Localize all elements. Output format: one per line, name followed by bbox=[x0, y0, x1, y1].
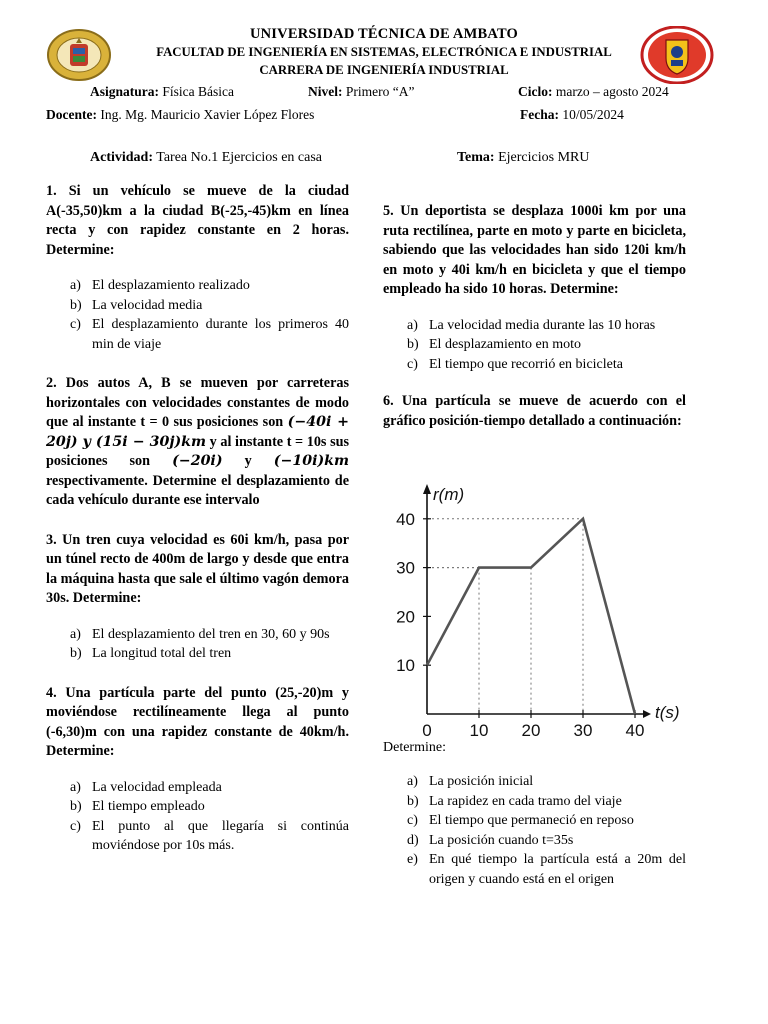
actividad-value: Tarea No.1 Ejercicios en casa bbox=[156, 150, 323, 165]
list-item: a) La velocidad media durante las 10 horas bbox=[407, 317, 656, 333]
positions-t0: (−40i + 20j) y (15i − 30j)km bbox=[46, 414, 350, 450]
right-column-continued bbox=[383, 740, 686, 889]
question-3: 3. Un tren cuya velocidad es 60i km/h, pasa por un túnel recto de 400m de largo y desde que entra la máquina hasta que sale el último vagón demora 30s. Determine: bbox=[46, 531, 349, 606]
list-item: c) El tiempo que recorrió en bicicleta bbox=[407, 356, 623, 372]
list-item: b) La velocidad media bbox=[70, 297, 203, 313]
position-b-t10: (−10i)km bbox=[273, 453, 350, 469]
list-item: a) La posición inicial bbox=[407, 774, 534, 789]
list-item: b) El desplazamiento en moto bbox=[407, 337, 582, 352]
question-5-items bbox=[407, 316, 686, 375]
series-line bbox=[427, 519, 635, 714]
y-axis-arrow bbox=[423, 484, 431, 494]
question-1-items bbox=[70, 276, 349, 354]
question-1: 1. Si un vehículo se mueve de la ciudad A(-35,50)km a la ciudad B(-25,-45)km en línea recta y con rapidez constante en 2 horas. Determine: bbox=[46, 183, 349, 258]
nivel-value: Primero “A” bbox=[345, 84, 415, 99]
left-column bbox=[46, 182, 349, 856]
ciclo-label: Ciclo: bbox=[518, 84, 553, 99]
position-a-t10: (−20i) bbox=[172, 453, 223, 469]
list-item: a) El desplazamiento realizado bbox=[70, 278, 250, 293]
asignatura-field bbox=[90, 84, 234, 100]
determine-label: Determine: bbox=[383, 740, 446, 755]
list-item: d) La posición cuando t=35s bbox=[407, 832, 574, 848]
position-time-chart bbox=[383, 476, 693, 746]
x-tick-label: 20 bbox=[521, 721, 541, 740]
list-item: e) En qué tiempo la partícula está a 20m del origen y cuando está en el origen bbox=[407, 852, 686, 887]
docente-field bbox=[46, 107, 314, 123]
y-tick-label: 40 bbox=[396, 509, 415, 529]
ciclo-field bbox=[518, 84, 669, 100]
docente-label: Docente: bbox=[46, 107, 97, 122]
asignatura-label: Asignatura: bbox=[90, 84, 160, 99]
y-tick-label: 10 bbox=[396, 656, 415, 676]
question-5: 5. Un deportista se desplaza 1000i km por una ruta rectilínea, parte en moto y parte en bicicleta, sabiendo que las velocidades han sido 120i km/h en moto y 40i km/h en bicicleta y que el tiempo empleado ha sido 10 horas. Determine: bbox=[383, 203, 686, 297]
right-column bbox=[383, 202, 686, 431]
list-item: b) El tiempo empleado bbox=[70, 799, 205, 814]
list-item: a) La velocidad empleada bbox=[70, 779, 222, 795]
nivel-field bbox=[308, 84, 414, 100]
fecha-label: Fecha: bbox=[520, 107, 559, 122]
question-2: 2. Dos autos A, B se mueven por carreteras horizontales con velocidades constantes de modo que al instante t = 0 sus posiciones son (−40i + 20j) y (15i − 30j)km y al instante t = 10s sus posiciones son (−20i) y (−10i)km respectivamente. Determine el desplazamiento de cada vehículo durante ese intervalo bbox=[46, 375, 350, 508]
list-item: b) La rapidez en cada tramo del viaje bbox=[407, 793, 622, 809]
list-item: a) El desplazamiento del tren en 30, 60 y 90s bbox=[70, 626, 330, 642]
ciclo-value: marzo – agosto 2024 bbox=[555, 84, 669, 99]
x-tick-label: 40 bbox=[625, 721, 645, 740]
question-3-items bbox=[70, 625, 349, 664]
docente-value: Ing. Mg. Mauricio Xavier López Flores bbox=[100, 107, 315, 122]
actividad-field bbox=[90, 150, 322, 166]
question-4-items bbox=[70, 778, 349, 856]
faculty-name: FACULTAD DE INGENIERÍA EN SISTEMAS, ELECTRÓNICA E INDUSTRIAL bbox=[156, 45, 612, 59]
fecha-field bbox=[520, 107, 624, 123]
tema-value: Ejercicios MRU bbox=[498, 150, 590, 165]
list-item: b) La longitud total del tren bbox=[70, 646, 232, 661]
tema-label: Tema: bbox=[457, 150, 495, 165]
x-axis-arrow bbox=[643, 710, 651, 718]
actividad-label: Actividad: bbox=[90, 150, 153, 165]
tema-field bbox=[457, 150, 589, 166]
y-axis-label: r(m) bbox=[433, 485, 465, 504]
question-6-items bbox=[407, 772, 686, 889]
x-tick-label: 10 bbox=[469, 721, 489, 740]
y-tick-label: 30 bbox=[396, 558, 415, 578]
career-name: CARRERA DE INGENIERÍA INDUSTRIAL bbox=[259, 63, 509, 77]
x-tick-label: 30 bbox=[573, 721, 593, 740]
fecha-value: 10/05/2024 bbox=[562, 107, 624, 122]
x-tick-label: 0 bbox=[422, 721, 432, 740]
asignatura-value: Física Básica bbox=[162, 84, 234, 99]
x-axis-label: t(s) bbox=[655, 703, 680, 722]
list-item: c) El punto al que llegaría si continúa moviéndose por 10s más. bbox=[70, 818, 349, 853]
y-tick-label: 20 bbox=[396, 607, 415, 627]
question-4: 4. Una partícula parte del punto (25,-20)m y moviéndose rectilíneamente llega al punto (-6,30)m con una rapidez constante de 40km/h. Determine: bbox=[46, 684, 349, 759]
question-6: 6. Una partícula se mueve de acuerdo con el gráfico posición-tiempo detallado a continuación: bbox=[383, 393, 686, 429]
list-item: c) El desplazamiento durante los primeros 40 min de viaje bbox=[70, 317, 349, 352]
list-item: c) El tiempo que permaneció en reposo bbox=[407, 813, 634, 828]
university-name: UNIVERSIDAD TÉCNICA DE AMBATO bbox=[249, 26, 519, 42]
nivel-label: Nivel: bbox=[308, 84, 343, 99]
